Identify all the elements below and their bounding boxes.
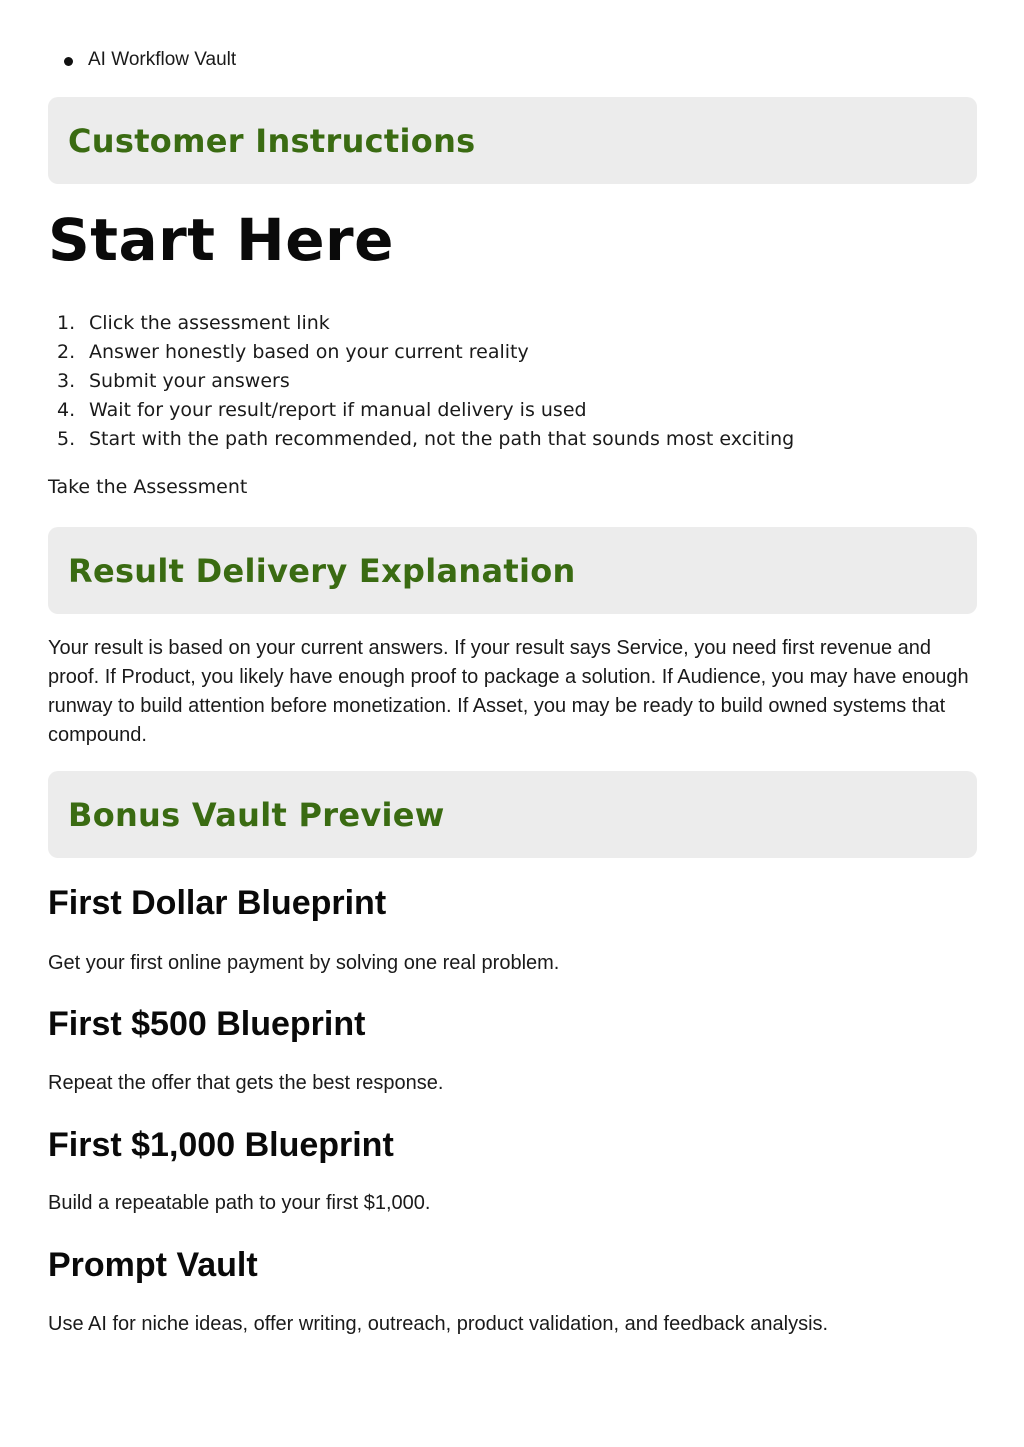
bonus-vault-header [48, 771, 977, 858]
step-number: 1. [57, 312, 76, 334]
step-number: 3. [57, 370, 76, 392]
list-item: AI Workflow Vault [64, 46, 236, 74]
blueprint-title: First $500 Blueprint [48, 1005, 366, 1043]
section-heading: Bonus Vault Preview [68, 795, 445, 834]
blueprint-title: First Dollar Blueprint [48, 884, 387, 922]
step-text: Answer honestly based on your current reality [89, 341, 529, 363]
section-heading: Customer Instructions [68, 121, 476, 160]
blueprint-description: Repeat the offer that gets the best response. [48, 1072, 444, 1094]
list-item [48, 338, 794, 367]
blueprint-description: Build a repeatable path to your first $1,000. [48, 1192, 431, 1214]
steps-list [48, 309, 794, 454]
page-title: Start Here [48, 206, 394, 274]
result-delivery-paragraph: Your result is based on your current answers. If your result says Service, you need first revenue and proof. If Product, you likely have enough proof to package a solution. If Audience, you may have enough runway to build attention before monetization. If Asset, you may be ready to build owned systems that compound. [48, 637, 969, 746]
top-bullet-list [64, 46, 236, 74]
step-text: Submit your answers [89, 370, 290, 392]
step-number: 5. [57, 428, 76, 450]
step-number: 4. [57, 399, 76, 421]
blueprint-title: Prompt Vault [48, 1246, 258, 1284]
list-item [48, 425, 794, 454]
list-item [48, 367, 794, 396]
blueprint-title: First $1,000 Blueprint [48, 1126, 394, 1164]
result-delivery-header [48, 527, 977, 614]
section-heading: Result Delivery Explanation [68, 551, 576, 590]
blueprint-description: Use AI for niche ideas, offer writing, outreach, product validation, and feedback analysis. [48, 1313, 829, 1335]
take-assessment-link[interactable]: Take the Assessment [48, 476, 248, 498]
blueprint-description: Get your first online payment by solving one real problem. [48, 952, 560, 974]
step-text: Wait for your result/report if manual delivery is used [89, 399, 587, 421]
list-item [48, 396, 794, 425]
customer-instructions-header [48, 97, 977, 184]
step-number: 2. [57, 341, 76, 363]
list-item [48, 309, 794, 338]
step-text: Start with the path recommended, not the path that sounds most exciting [89, 428, 795, 450]
step-text: Click the assessment link [89, 312, 330, 334]
